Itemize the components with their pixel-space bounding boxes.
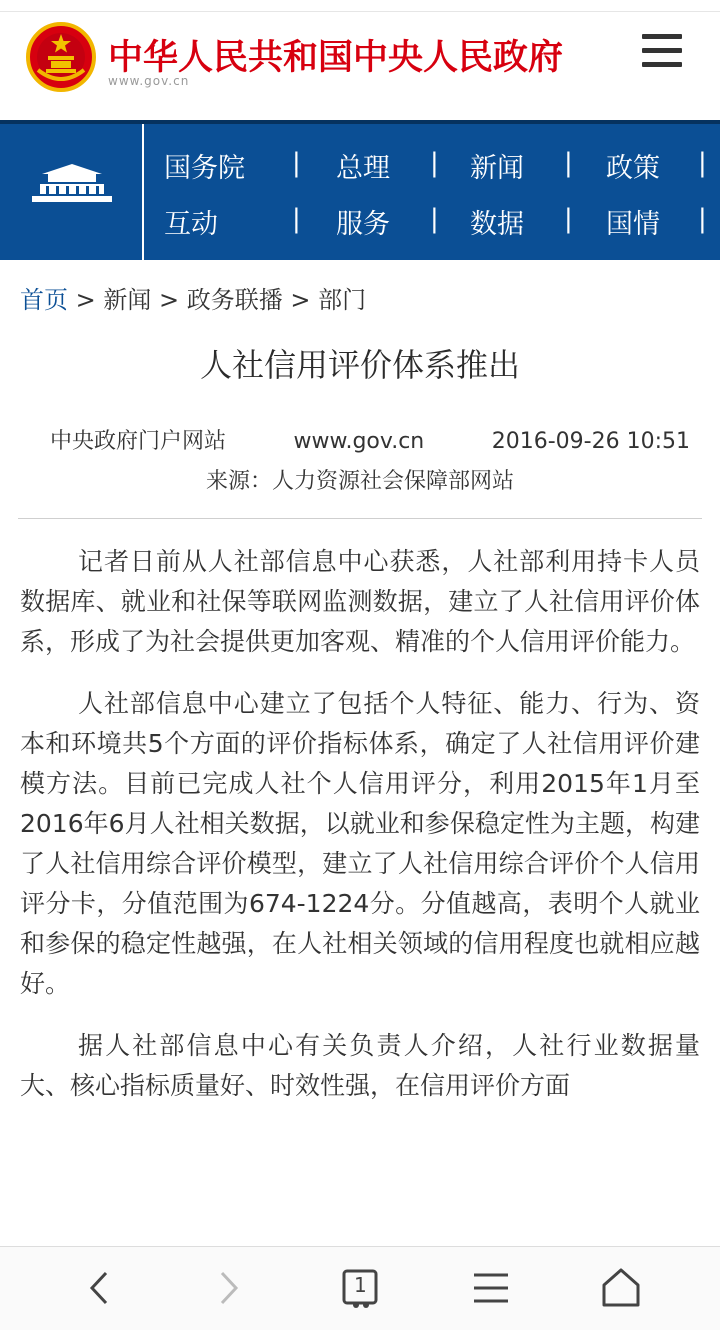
nav-separator: | — [430, 148, 439, 178]
back-icon[interactable] — [74, 1265, 124, 1311]
tab-count: 1 — [354, 1273, 367, 1297]
nav-grid — [146, 124, 720, 260]
meta-datetime: 2016-09-26 10:51 — [491, 429, 690, 454]
nav-home-icon[interactable] — [0, 124, 144, 260]
article-meta — [20, 422, 700, 502]
nav-separator: | — [292, 148, 301, 178]
breadcrumb-separator: > — [159, 286, 180, 314]
article-paragraph: 人社部信息中心建立了包括个人特征、能力、行为、资本和环境共5个方面的评价指标体系，确定了人社信用评价建模方法。目前已完成人社个人信用评分，利用2015年1月至2016年6月人社相关数据，以就业和参保稳定性为主题，构建了人社信用综合评价模型，建立了人社信用综合评价个人信用评分卡，分值范围为674-1224分。分值越高，表明个人就业和参保的稳定性越强，在人社相关领域的信用程度也就相应越好。 — [20, 689, 700, 998]
tabs-button[interactable] — [336, 1265, 386, 1311]
status-strip — [0, 0, 720, 12]
breadcrumb-zhengwu[interactable]: 政务联播 — [186, 286, 283, 314]
article-paragraph: 据人社部信息中心有关负责人介绍，人社行业数据量大、核心指标质量好、时效性强，在信用评价方面 — [20, 1031, 700, 1100]
article-paragraph: 记者日前从人社部信息中心获悉，人社部利用持卡人员数据库、就业和社保等联网监测数据，建立了人社信用评价体系，形成了为社会提供更加客观、精准的个人信用评价能力。 — [20, 547, 700, 656]
nav-item-guoqing[interactable]: 国情 — [606, 209, 660, 240]
site-header — [0, 12, 720, 120]
nav-separator: | — [430, 204, 439, 234]
nav-separator: | — [698, 148, 707, 178]
meta-url: www.gov.cn — [293, 429, 425, 454]
nav-item-shuju[interactable]: 数据 — [470, 209, 524, 240]
breadcrumb-home[interactable]: 首页 — [20, 286, 68, 314]
meta-source-site: 中央政府门户网站 — [50, 429, 227, 454]
nav-separator: | — [564, 148, 573, 178]
breadcrumb-bumen[interactable]: 部门 — [318, 286, 367, 314]
main-nav — [0, 120, 720, 260]
menu-lines-icon[interactable] — [466, 1265, 516, 1311]
nav-item-fuwu[interactable]: 服务 — [336, 209, 390, 240]
national-emblem-icon — [26, 22, 96, 92]
meta-origin: 来源：人力资源社会保障部网站 — [205, 469, 514, 494]
nav-item-guowuyuan[interactable]: 国务院 — [164, 153, 245, 184]
article-title: 人社信用评价体系推出 — [199, 346, 520, 384]
site-url: www.gov.cn — [108, 74, 190, 88]
nav-item-zhengce[interactable]: 政策 — [606, 153, 660, 184]
breadcrumb — [20, 280, 366, 315]
menu-icon[interactable] — [640, 32, 686, 72]
breadcrumb-separator: > — [75, 286, 96, 314]
article-body — [20, 542, 700, 1246]
divider — [18, 518, 702, 519]
browser-toolbar — [0, 1246, 720, 1330]
nav-item-xinwen[interactable]: 新闻 — [470, 153, 524, 184]
nav-item-hudong[interactable]: 互动 — [164, 209, 218, 240]
home-icon[interactable] — [596, 1265, 646, 1311]
nav-item-zongli[interactable]: 总理 — [336, 153, 390, 184]
nav-separator: | — [698, 204, 707, 234]
breadcrumb-news[interactable]: 新闻 — [103, 286, 152, 314]
nav-separator: | — [292, 204, 301, 234]
breadcrumb-separator: > — [290, 286, 311, 314]
nav-separator: | — [564, 204, 573, 234]
site-title: 中华人民共和国中央人民政府 — [108, 38, 564, 78]
forward-icon[interactable] — [204, 1265, 254, 1311]
